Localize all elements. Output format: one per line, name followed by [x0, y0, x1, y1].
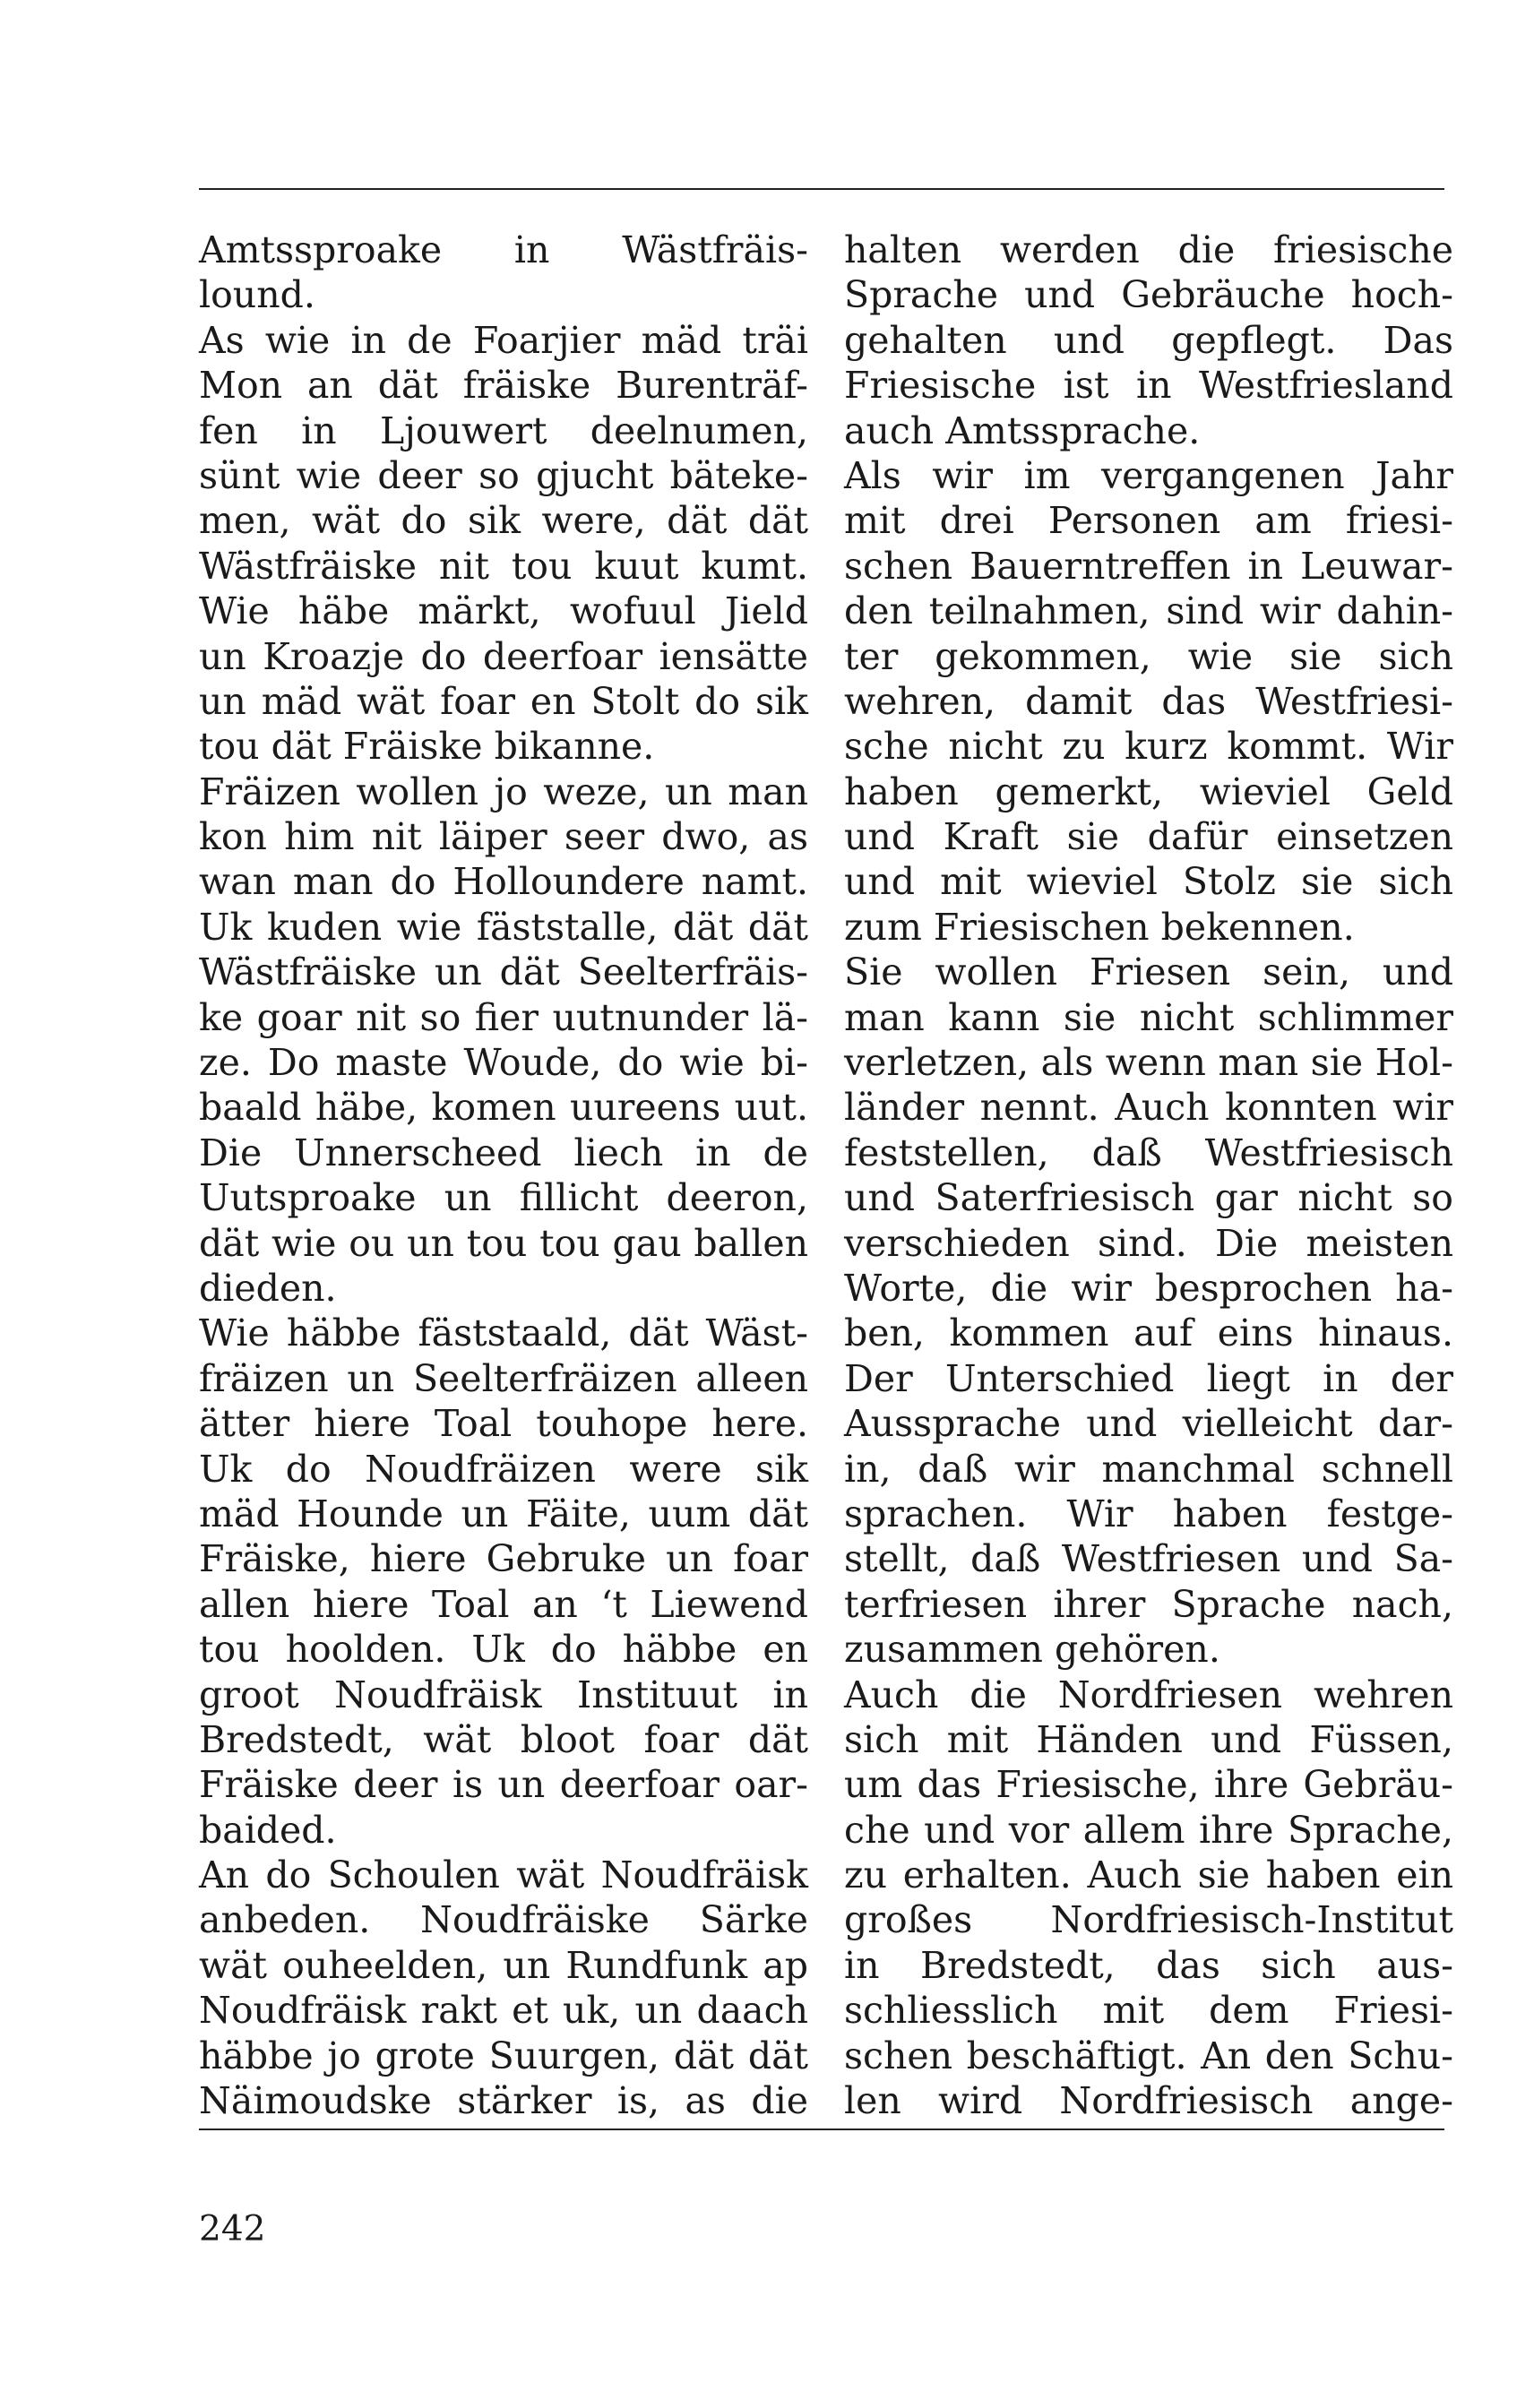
text-line: tou dät Fräiske bikanne.	[199, 725, 655, 769]
text-line: in Bredstedt, das sich aus-	[844, 1943, 1453, 1987]
text-line: stellt, daß Westfriesen und Sa-	[844, 1537, 1453, 1581]
text-line: Noudfräisk rakt et uk, un daach	[199, 1989, 808, 2033]
text-line: und Kraft sie dafür einsetzen	[844, 815, 1453, 859]
text-line: Als wir im vergangenen Jahr	[844, 453, 1453, 497]
text-line: Wästfräiske nit tou kuut kumt.	[199, 544, 808, 588]
text-line: Sprache und Gebräuche hoch-	[844, 273, 1453, 317]
bottom-rule	[199, 2128, 1444, 2130]
text-line: mäd Hounde un Fäite, uum dät	[199, 1492, 808, 1535]
text-line: und mit wieviel Stolz sie sich	[844, 860, 1453, 904]
text-line: schen beschäftigt. An den Schu-	[844, 2034, 1453, 2077]
text-line: schliesslich mit dem Friesi-	[844, 1989, 1453, 2033]
text-line: terfriesen ihrer Sprache nach,	[844, 1582, 1453, 1626]
page-number: 242	[199, 2209, 266, 2249]
text-line: un mäd wät foar en Stolt do sik	[199, 679, 808, 723]
text-line: zusammen gehören.	[844, 1628, 1220, 1672]
text-line: anbeden. Noudfräiske Särke	[199, 1898, 808, 1942]
text-line: Der Unterschied liegt in der	[844, 1356, 1453, 1400]
text-line: zu erhalten. Auch sie haben ein	[844, 1853, 1453, 1897]
text-line: man kann sie nicht schlimmer	[844, 995, 1453, 1039]
text-line: in, daß wir manchmal schnell	[844, 1447, 1453, 1491]
text-line: ter gekommen, wie sie sich	[844, 634, 1453, 678]
text-line: Fräizen wollen jo weze, un man	[199, 770, 808, 813]
text-line: Wie häbbe fäststaald, dät Wäst-	[199, 1312, 808, 1355]
text-line: ben, kommen auf eins hinaus.	[844, 1312, 1453, 1355]
text-line: Worte, die wir besprochen ha-	[844, 1266, 1453, 1310]
text-line: fen in Ljouwert deelnumen,	[199, 408, 808, 452]
text-line: Amtssproake in Wästfräis-	[199, 228, 808, 271]
text-line: feststellen, daß Westfriesisch	[844, 1131, 1453, 1174]
text-line: Wästfräiske un dät Seelterfräis-	[199, 950, 808, 994]
text-line: baald häbe, komen uureens uut.	[199, 1086, 808, 1130]
text-line: den teilnahmen, sind wir dahin-	[844, 589, 1453, 633]
text-line: auch Amtssprache.	[844, 408, 1201, 452]
text-line: Mon an dät fräiske Burenträf-	[199, 364, 808, 408]
text-line: zum Friesischen bekennen.	[844, 905, 1355, 949]
text-line: und Saterfriesisch gar nicht so	[844, 1176, 1453, 1220]
text-line: Uk kuden wie fäststalle, dät dät	[199, 905, 808, 949]
text-line: halten werden die friesische	[844, 228, 1453, 271]
left-column-frisian	[199, 228, 808, 2123]
text-line: wät ouheelden, un Rundfunk ap	[199, 1943, 808, 1987]
text-line: ätter hiere Toal touhope here.	[199, 1402, 808, 1446]
text-line: As wie in de Foarjier mäd träi	[199, 318, 808, 362]
text-line: großes Nordfriesisch-Institut	[844, 1898, 1453, 1942]
text-line: verschieden sind. Die meisten	[844, 1221, 1453, 1265]
text-line: Die Unnerscheed liech in de	[199, 1131, 808, 1174]
text-line: Näimoudske stärker is, as die	[199, 2079, 808, 2123]
text-line: länder nennt. Auch konnten wir	[844, 1086, 1453, 1130]
text-line: lound.	[199, 273, 315, 317]
text-line: groot Noudfräisk Instituut in	[199, 1673, 808, 1716]
text-line: gehalten und gepflegt. Das	[844, 318, 1453, 362]
text-line: An do Schoulen wät Noudfräisk	[199, 1853, 808, 1897]
text-line: ze. Do maste Woude, do wie bi-	[199, 1041, 808, 1085]
text-line: Wie häbe märkt, wofuul Jield	[199, 589, 808, 633]
text-line: Uk do Noudfräizen were sik	[199, 1447, 808, 1491]
text-line: sich mit Händen und Füssen,	[844, 1717, 1453, 1761]
text-line: Fräiske deer is un deerfoar oar-	[199, 1763, 808, 1807]
text-line: dieden.	[199, 1266, 337, 1310]
text-line: haben gemerkt, wieviel Geld	[844, 770, 1453, 813]
text-line: men, wät do sik were, dät dät	[199, 499, 808, 543]
text-line: Bredstedt, wät bloot foar dät	[199, 1717, 808, 1761]
text-line: tou hoolden. Uk do häbbe en	[199, 1628, 808, 1672]
text-line: Auch die Nordfriesen wehren	[844, 1673, 1453, 1716]
text-line: che und vor allem ihre Sprache,	[844, 1808, 1453, 1852]
text-line: häbbe jo grote Suurgen, dät dät	[199, 2034, 808, 2077]
text-line: kon him nit läiper seer dwo, as	[199, 815, 808, 859]
text-line: ke goar nit so fier uutnunder lä-	[199, 995, 808, 1039]
text-line: fräizen un Seelterfräizen alleen	[199, 1356, 808, 1400]
text-line: Friesische ist in Westfriesland	[844, 364, 1453, 408]
text-line: Aussprache und vielleicht dar-	[844, 1402, 1453, 1446]
text-line: dät wie ou un tou tou gau ballen	[199, 1221, 808, 1265]
text-line: allen hiere Toal an ‘t Liewend	[199, 1582, 808, 1626]
text-line: Uutsproake un fillicht deeron,	[199, 1176, 808, 1220]
text-line: sche nicht zu kurz kommt. Wir	[844, 725, 1453, 769]
text-line: wan man do Holloundere namt.	[199, 860, 808, 904]
text-line: schen Bauerntreffen in Leuwar-	[844, 544, 1453, 588]
text-line: wehren, damit das Westfriesi-	[844, 679, 1453, 723]
text-line: sünt wie deer so gjucht bäteke-	[199, 453, 808, 497]
text-line: un Kroazje do deerfoar iensätte	[199, 634, 808, 678]
text-line: len wird Nordfriesisch ange-	[844, 2079, 1453, 2123]
text-line: Fräiske, hiere Gebruke un foar	[199, 1537, 808, 1581]
right-column-german	[844, 228, 1453, 2123]
text-line: um das Friesische, ihre Gebräu-	[844, 1763, 1453, 1807]
text-line: sprachen. Wir haben festge-	[844, 1492, 1453, 1535]
text-line: verletzen, als wenn man sie Hol-	[844, 1041, 1453, 1085]
top-rule	[199, 188, 1444, 190]
text-line: Sie wollen Friesen sein, und	[844, 950, 1453, 994]
text-line: mit drei Personen am friesi-	[844, 499, 1453, 543]
text-line: baided.	[199, 1808, 337, 1852]
